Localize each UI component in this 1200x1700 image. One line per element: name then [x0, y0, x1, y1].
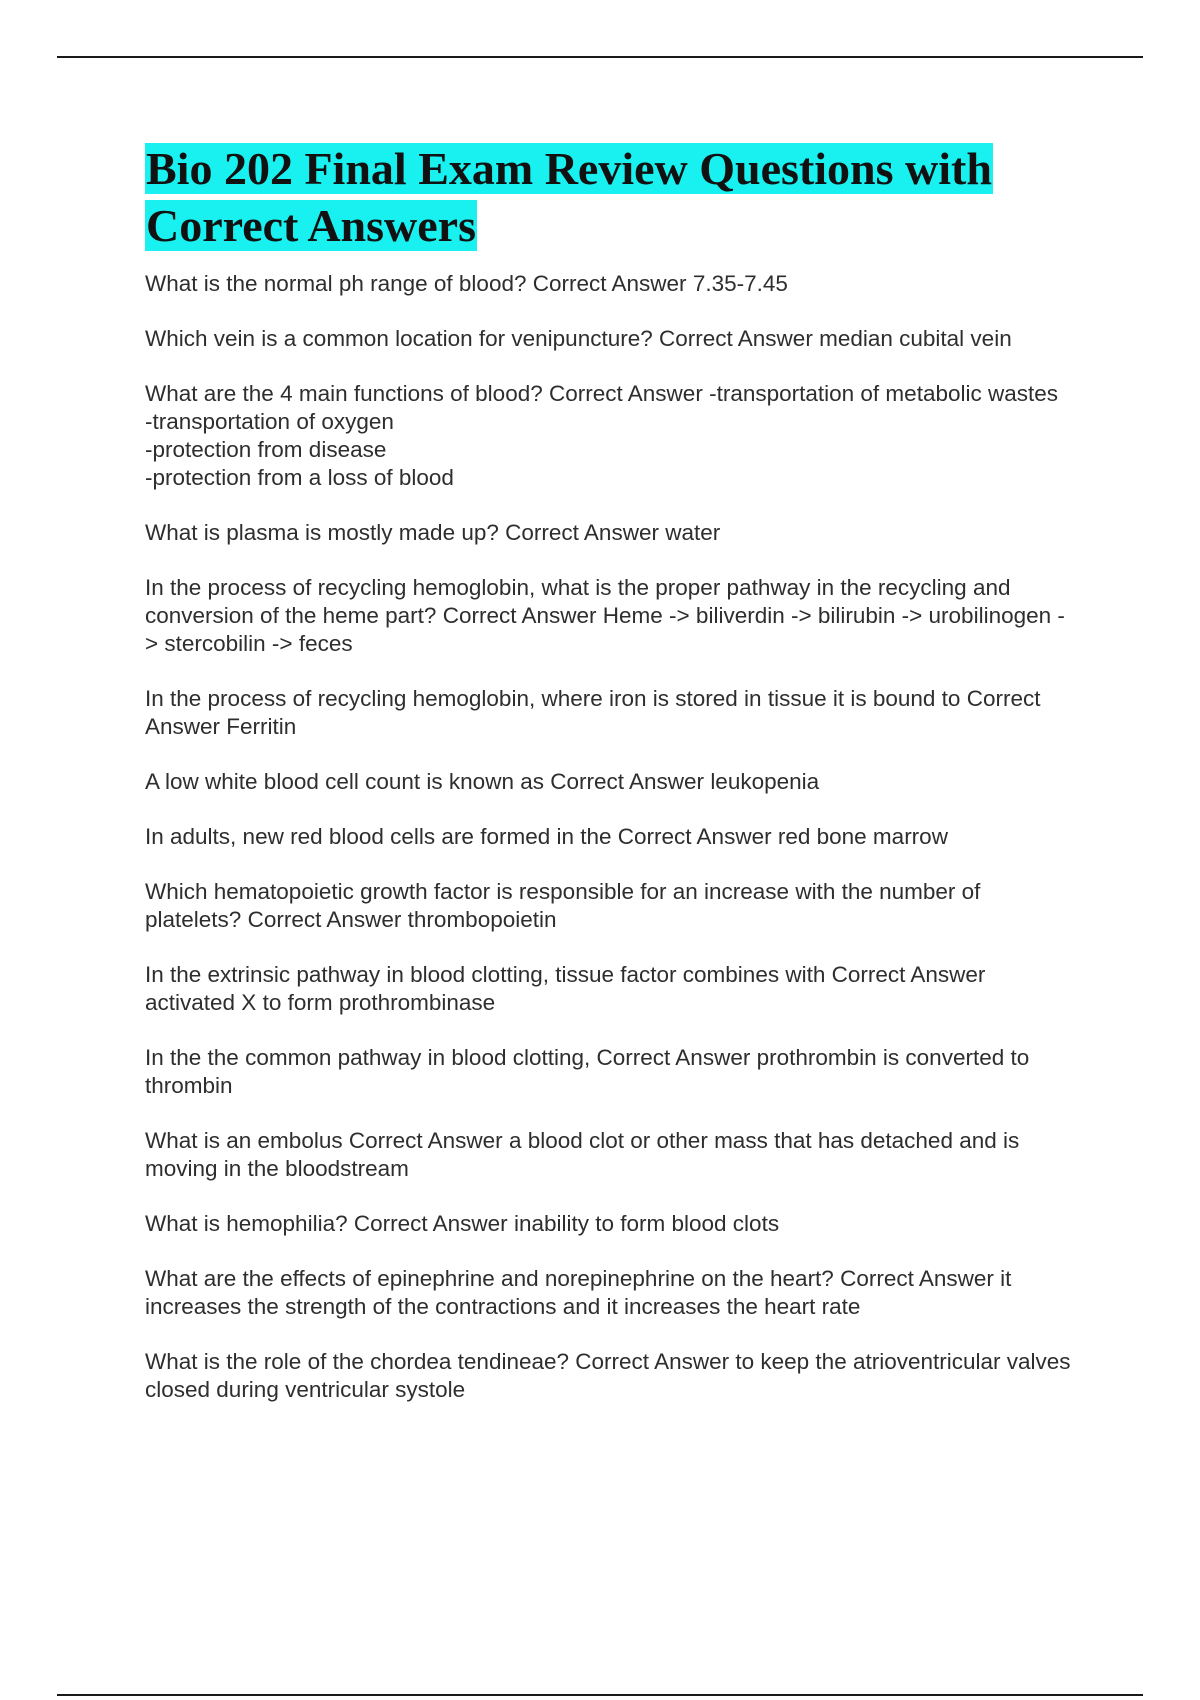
answer-list-line: -protection from disease — [145, 437, 387, 462]
qa-item — [145, 325, 1075, 353]
answer-text: activated X to form prothrombinase — [145, 990, 496, 1015]
answer-text: Ferritin — [226, 714, 297, 739]
title-line-2: Correct Answers — [146, 200, 476, 251]
bottom-rule — [57, 1694, 1143, 1696]
answer-text: 7.35-7.45 — [692, 271, 788, 296]
question-text: In the process of recycling hemoglobin, where iron is stored in tissue it is bound to — [145, 686, 961, 711]
question-text: What is hemophilia? — [145, 1211, 348, 1236]
question-text: A low white blood cell count is known as — [145, 769, 544, 794]
answer-text: red bone marrow — [777, 824, 948, 849]
answer-list-line: -protection from a loss of blood — [145, 465, 454, 490]
qa-item — [145, 270, 1075, 298]
qa-item — [145, 1210, 1075, 1238]
question-text: What is an embolus — [145, 1128, 343, 1153]
answer-text: to keep the atrioventricular valves closed during ventricular systole — [145, 1349, 1077, 1402]
correct-answer-label: Correct Answer — [348, 1128, 503, 1153]
answer-text: -transportation of metabolic wastes — [709, 381, 1059, 406]
qa-item — [145, 380, 1075, 492]
top-rule — [57, 56, 1143, 58]
correct-answer-label: Correct Answer — [247, 907, 402, 932]
question-text: In the extrinsic pathway in blood clotting, tissue factor combines with — [145, 962, 826, 987]
qa-item — [145, 878, 1075, 934]
question-text: What is the role of the chordea tendineae? — [145, 1349, 570, 1374]
answer-text: a blood clot or other mass that has detached and is moving in the bloodstream — [145, 1128, 1026, 1181]
correct-answer-label: Correct Answer — [575, 1349, 730, 1374]
qa-item — [145, 823, 1075, 851]
correct-answer-label: Correct Answer — [532, 271, 687, 296]
correct-answer-label: Correct Answer — [549, 381, 703, 406]
answer-text: it increases the strength of the contractions and it increases the heart rate — [145, 1266, 1018, 1319]
question-text: What is the normal ph range of blood? — [145, 271, 527, 296]
answer-list-line: -transportation of oxygen — [145, 409, 394, 434]
question-text: In the process of recycling hemoglobin, what is the proper pathway in the recycling and conversion of the heme part? — [145, 575, 1011, 628]
question-text: Which hematopoietic growth factor is responsible for an increase with the number of platelets? — [145, 879, 981, 932]
correct-answer-label: Correct Answer — [659, 326, 813, 351]
answer-text: water — [665, 520, 721, 545]
correct-answer-label: Correct Answer — [442, 603, 597, 628]
qa-item — [145, 574, 1075, 658]
qa-item — [145, 1265, 1075, 1321]
correct-answer-label: Correct Answer — [831, 962, 986, 987]
qa-item — [145, 961, 1075, 1017]
correct-answer-label: Correct Answer — [617, 824, 772, 849]
correct-answer-label: Correct Answer — [353, 1211, 508, 1236]
qa-item — [145, 1127, 1075, 1183]
question-text: What is plasma is mostly made up? — [145, 520, 499, 545]
correct-answer-label: Correct Answer — [840, 1266, 994, 1291]
answer-text: inability to form blood clots — [513, 1211, 780, 1236]
title-line-1: Bio 202 Final Exam Review Questions with — [146, 143, 992, 194]
question-text: In the the common pathway in blood clotting, — [145, 1045, 591, 1070]
qa-item — [145, 1044, 1075, 1100]
question-text: What are the effects of epinephrine and norepinephrine on the heart? — [145, 1266, 834, 1291]
qa-item — [145, 685, 1075, 741]
document-body — [145, 140, 1075, 1431]
qa-list — [145, 270, 1075, 1404]
answer-text: thrombopoietin — [407, 907, 557, 932]
qa-item — [145, 1348, 1075, 1404]
answer-text: Heme -> biliverdin -> bilirubin -> urobilinogen -> stercobilin -> feces — [145, 603, 1065, 656]
correct-answer-label: Correct Answer — [550, 769, 705, 794]
question-text: In adults, new red blood cells are formed in the — [145, 824, 612, 849]
document-title — [145, 140, 1075, 254]
answer-text: median cubital vein — [819, 326, 1012, 351]
correct-answer-label: Correct Answer — [145, 686, 1041, 739]
qa-item — [145, 519, 1075, 547]
correct-answer-label: Correct Answer — [505, 520, 659, 545]
question-text: What are the 4 main functions of blood? — [145, 381, 543, 406]
answer-text: leukopenia — [710, 769, 820, 794]
qa-item — [145, 768, 1075, 796]
question-text: Which vein is a common location for venipuncture? — [145, 326, 653, 351]
answer-text: prothrombin is converted to thrombin — [145, 1045, 1036, 1098]
correct-answer-label: Correct Answer — [596, 1045, 751, 1070]
